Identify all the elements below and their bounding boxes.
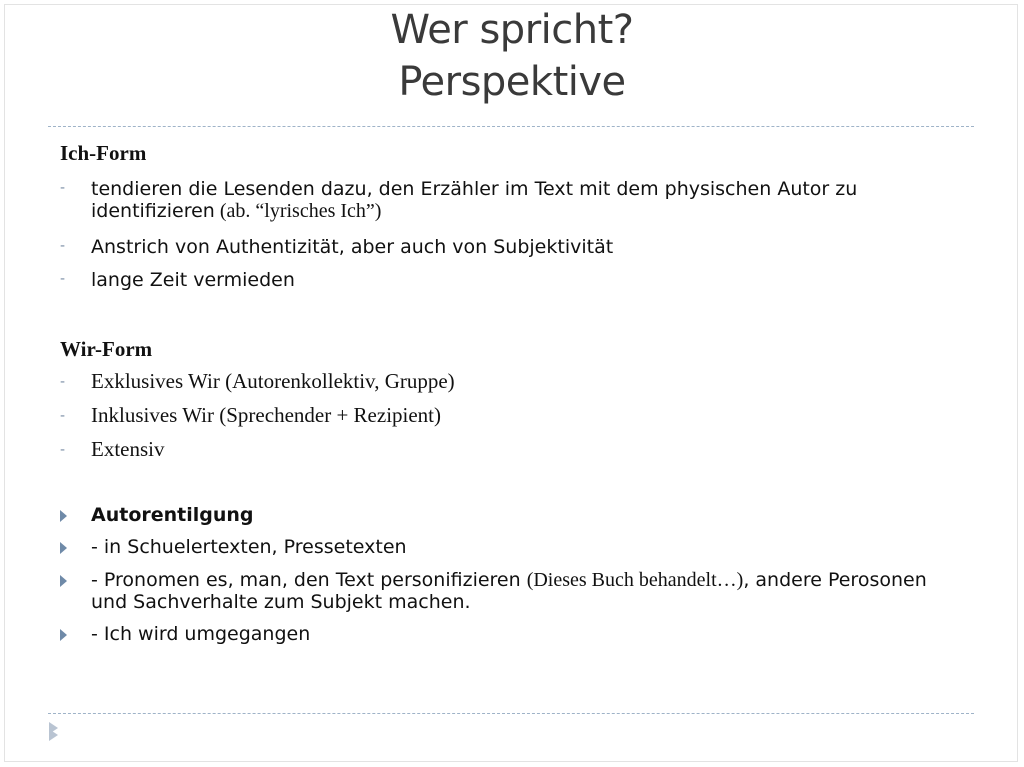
title-line-1: Wer spricht? <box>390 7 634 53</box>
ich-form-item-2-text: Anstrich von Authentizität, aber auch von Subjektivität <box>91 236 614 258</box>
slide-title <box>0 4 1024 108</box>
triangle-bullet-icon <box>60 510 67 522</box>
autorentilgung-heading: Autorentilgung <box>91 504 254 526</box>
autorentilgung-item-3-text-c: , andere Perosonen und Sachverhalte zum Subjekt machen. <box>91 569 927 613</box>
dash-bullet: - <box>60 271 66 287</box>
autorentilgung-item-4-text: - Ich wird umgegangen <box>91 623 311 645</box>
dash-bullet: - <box>60 238 66 254</box>
dash-bullet: - <box>60 442 66 458</box>
top-divider <box>48 126 974 127</box>
autorentilgung-item-3-text-a: - Pronomen es, man, den Text personifizieren <box>91 569 527 591</box>
bottom-divider <box>48 713 974 714</box>
wir-form-item-1-text: Exklusives Wir (Autorenkollektiv, Gruppe) <box>91 369 455 393</box>
wir-form-item-2-text: Inklusives Wir (Sprechender + Rezipient) <box>91 403 442 427</box>
autorentilgung-item-3-text-b: (Dieses Buch behandelt…) <box>526 569 744 591</box>
ich-form-item-3-text: lange Zeit vermieden <box>91 269 295 291</box>
title-line-2: Perspektive <box>398 59 626 105</box>
wir-form-item-3-text: Extensiv <box>91 437 165 461</box>
wir-form-heading: Wir-Form <box>60 337 153 361</box>
dash-bullet: - <box>60 374 66 390</box>
triangle-bullet-icon <box>60 542 67 554</box>
slide-nav-chevrons-icon[interactable] <box>46 720 64 742</box>
dash-bullet: - <box>60 180 66 196</box>
ich-form-item-1-serif: (ab. “lyrisches Ich”) <box>214 200 382 222</box>
ich-form-heading: Ich-Form <box>60 141 147 165</box>
triangle-bullet-icon <box>60 629 67 641</box>
dash-bullet: - <box>60 408 66 424</box>
ich-form-item-1-text: tendieren die Lesenden dazu, den Erzähler im Text mit dem physischen Autor zu identifizieren <box>91 178 858 222</box>
autorentilgung-item-2-text: - in Schuelertexten, Pressetexten <box>91 536 407 558</box>
triangle-bullet-icon <box>60 575 67 587</box>
